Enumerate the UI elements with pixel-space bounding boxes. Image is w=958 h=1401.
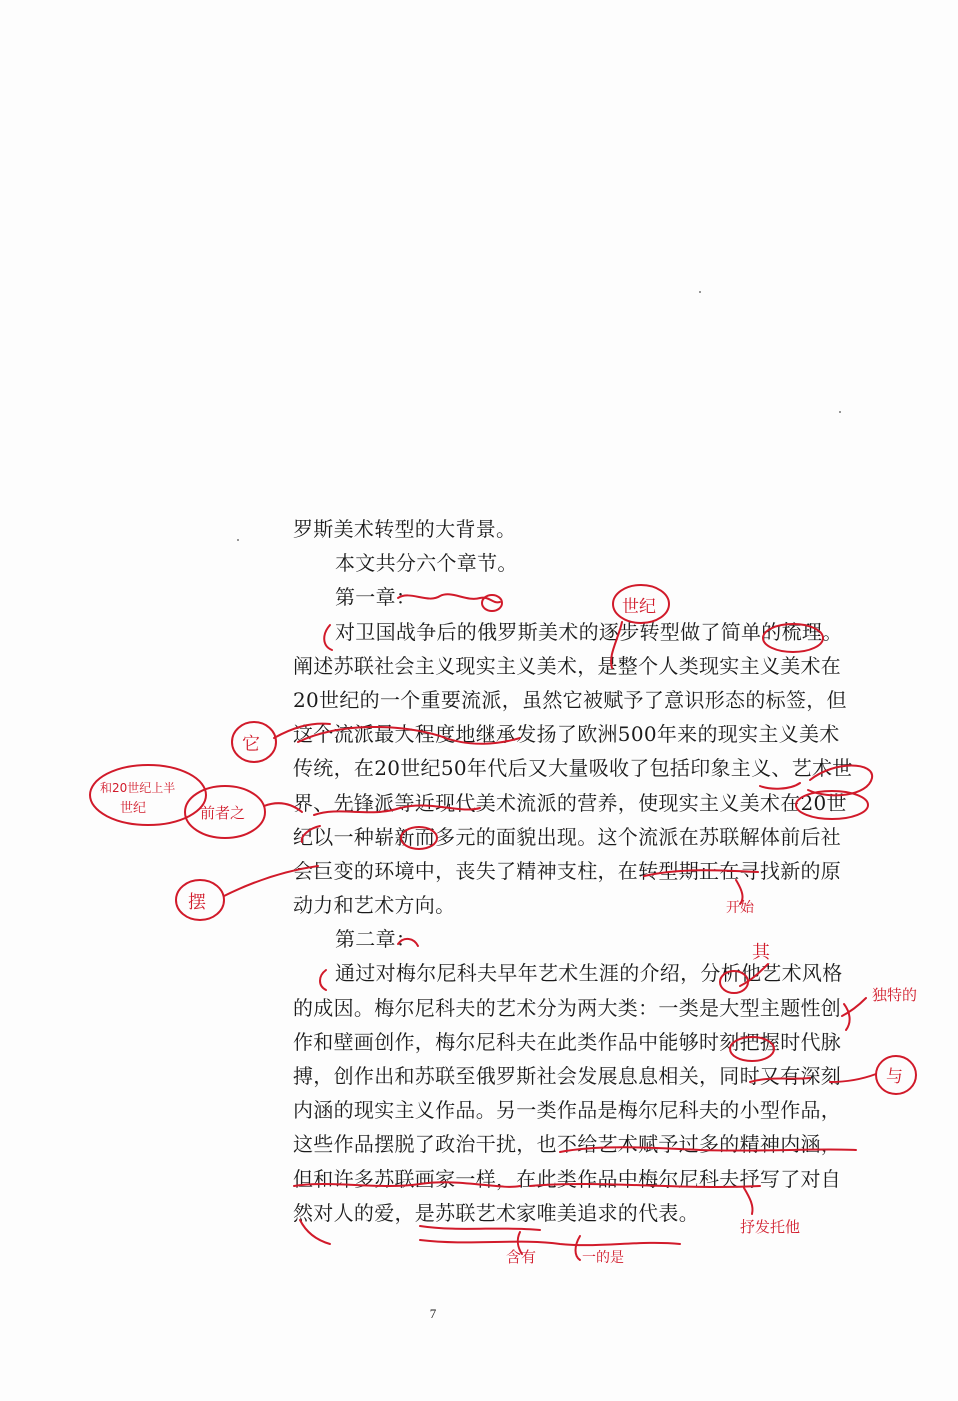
text-line: 罗斯美术转型的大背景。 (293, 517, 517, 541)
text-line: 搏，创作出和苏联至俄罗斯社会发展息息相关，同时又有深刻 (293, 1064, 842, 1088)
text-line: 这个流派最大程度地继承发扬了欧洲500年来的现实主义美术 (293, 722, 840, 747)
margin-note: 其 (752, 942, 770, 963)
text-line: 但和许多苏联画家一样，在此类作品中梅尔尼科夫抒写了对自 (293, 1166, 842, 1191)
text-line: 内涵的现实主义作品。另一类作品是梅尔尼科夫的小型作品， (293, 1098, 842, 1123)
circle-mark (90, 765, 206, 825)
margin-note: 世纪 (622, 597, 656, 617)
text-line: 20世纪的一个重要流派，虽然它被赋予了意识形态的标签，但 (293, 687, 847, 712)
text-line: 传统，在20世纪50年代后又大量吸收了包括印象主义、艺术世 (293, 756, 853, 781)
page-number: 7 (429, 1306, 437, 1321)
text-line: 通过对梅尔尼科夫早年艺术生涯的介绍，分析他艺术风格 (335, 961, 843, 986)
scan-speck (839, 411, 841, 413)
circle-mark (176, 880, 224, 920)
text-line: 对卫国战争后的俄罗斯美术的逐步转型做了简单的梳理。 (335, 619, 843, 644)
text-line: 然对人的爱，是苏联艺术家唯美追求的代表。 (293, 1200, 699, 1225)
insertion-mark (576, 1236, 581, 1260)
text-line: 作和壁画创作，梅尔尼科夫在此类作品中能够时刻把握时代脉 (293, 1029, 842, 1054)
underline-mark (420, 1240, 680, 1245)
circle-mark (185, 786, 265, 838)
margin-note: 和20世纪上半 (100, 781, 176, 795)
insertion-mark (518, 1232, 522, 1254)
circle-mark (876, 1056, 916, 1094)
margin-note: 独特的 (872, 986, 918, 1004)
text-line: 动力和艺术方向。 (293, 893, 456, 918)
scan-speck (237, 539, 239, 541)
scan-speck (699, 291, 701, 293)
text-line: 阐述苏联社会主义现实主义美术，是整个人类现实主义美术在 (293, 653, 842, 678)
margin-note: 抒发托他 (740, 1218, 801, 1236)
margin-note: 摆 (188, 892, 206, 913)
chapter-heading: 第二章： (335, 927, 417, 952)
circle-mark (232, 722, 276, 762)
chapter-heading: 第一章： (335, 585, 417, 610)
margin-note: 一的是 (582, 1250, 624, 1266)
text-line: 界、先锋派等近现代美术流派的营养，使现实主义美术在20世 (293, 790, 847, 815)
document-body (293, 512, 873, 1230)
text-line: 的成因。梅尔尼科夫的艺术分为两大类：一类是大型主题性创 (293, 995, 842, 1020)
margin-note: 与 (886, 1067, 903, 1087)
text-line: 纪以一种崭新而多元的面貌出现。这个流派在苏联解体前后社 (293, 824, 842, 849)
margin-note: 前者之 (200, 804, 246, 822)
margin-note: 含有 (506, 1248, 537, 1266)
margin-note: 世纪 (120, 801, 147, 816)
text-line: 本文共分六个章节。 (335, 551, 518, 576)
margin-note: 开始 (726, 900, 754, 916)
text-line: 会巨变的环境中，丧失了精神支柱，在转型期正在寻找新的原 (293, 858, 842, 883)
margin-note: 它 (242, 734, 260, 755)
text-line: 这些作品摆脱了政治干扰，也不给艺术赋予过多的精神内涵， (293, 1132, 842, 1157)
